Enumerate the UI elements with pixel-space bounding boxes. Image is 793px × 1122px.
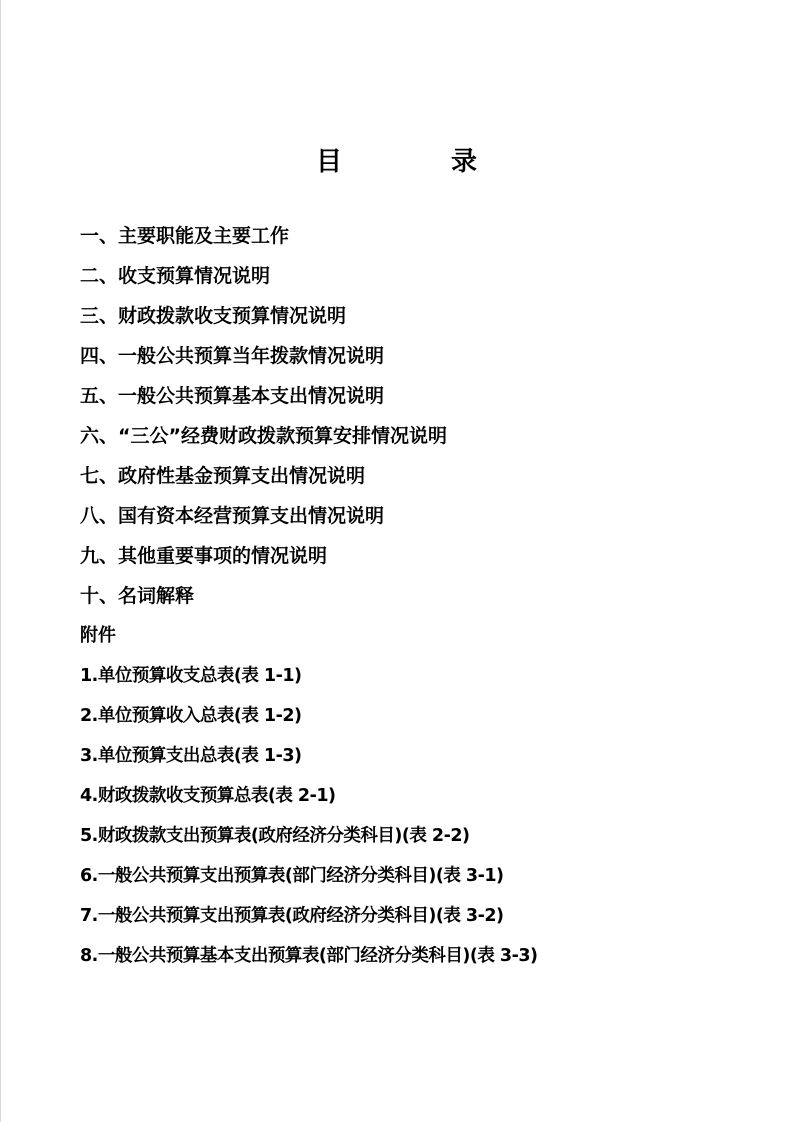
appendix-item-8: 8.一般公共预算基本支出预算表(部门经济分类科目)(表 3-3)	[80, 946, 538, 966]
toc-item-3: 三、财政拨款收支预算情况说明	[80, 305, 347, 327]
toc-item-7: 七、政府性基金预算支出情况说明	[80, 465, 366, 487]
appendix-item-1: 1.单位预算收支总表(表 1-1)	[80, 666, 302, 686]
table-of-contents	[80, 216, 760, 976]
toc-item-10: 十、名词解释	[80, 585, 195, 607]
appendix-item-7: 7.一般公共预算支出预算表(政府经济分类科目)(表 3-2)	[80, 906, 504, 926]
toc-item-6: 六、“三公”经费财政拨款预算安排情况说明	[80, 425, 447, 447]
appendix-label: 附件	[80, 625, 116, 646]
appendix-item-2: 2.单位预算收入总表(表 1-2)	[80, 706, 302, 726]
toc-item-8: 八、国有资本经营预算支出情况说明	[80, 505, 385, 527]
toc-item-5: 五、一般公共预算基本支出情况说明	[80, 385, 385, 407]
toc-item-1: 一、主要职能及主要工作	[80, 225, 290, 247]
appendix-item-4: 4.财政拨款收支预算总表(表 2-1)	[80, 786, 336, 806]
page-title: 目 录	[315, 147, 528, 177]
appendix-item-6: 6.一般公共预算支出预算表(部门经济分类科目)(表 3-1)	[80, 866, 504, 886]
toc-item-9: 九、其他重要事项的情况说明	[80, 545, 328, 567]
appendix-item-3: 3.单位预算支出总表(表 1-3)	[80, 746, 302, 766]
toc-item-2: 二、收支预算情况说明	[80, 265, 271, 287]
appendix-item-5: 5.财政拨款支出预算表(政府经济分类科目)(表 2-2)	[80, 826, 470, 846]
toc-item-4: 四、一般公共预算当年拨款情况说明	[80, 345, 385, 367]
